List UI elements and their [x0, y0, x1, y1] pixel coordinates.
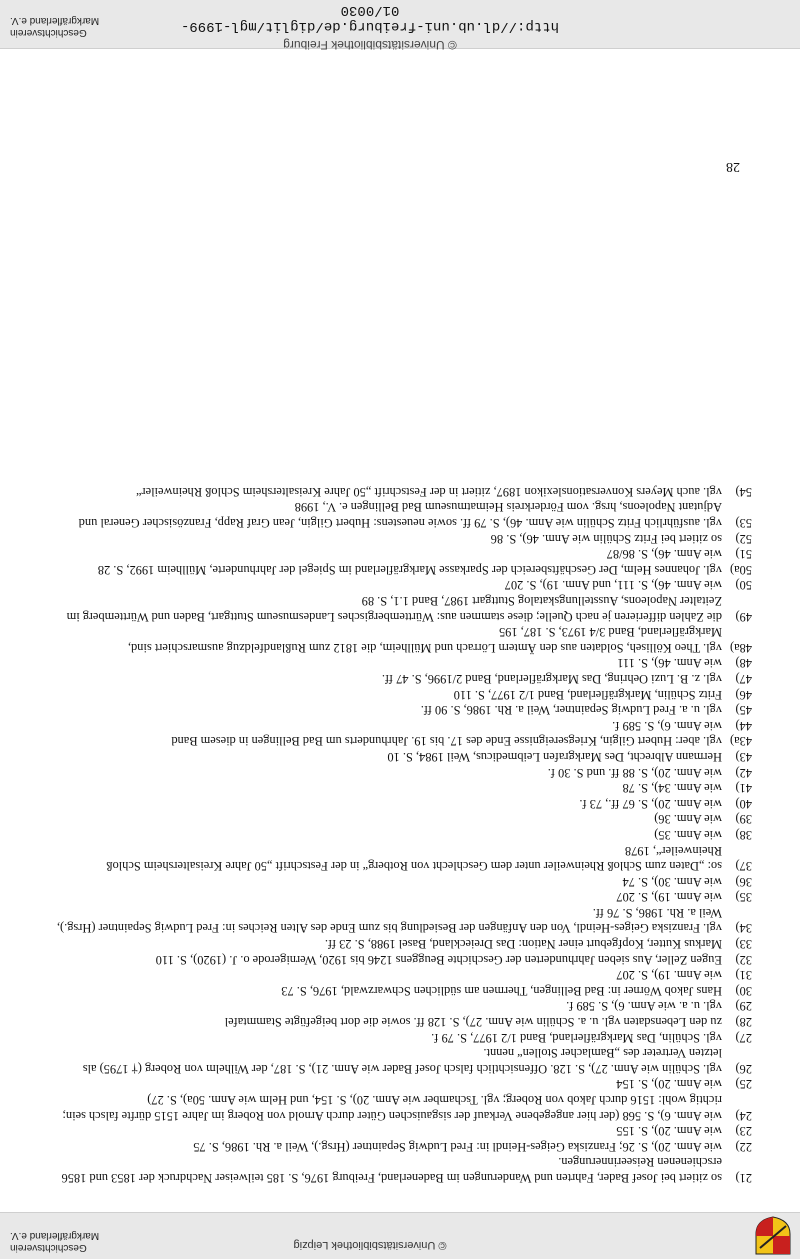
footnote: [47, 530, 752, 546]
footnote: [47, 577, 752, 593]
footnote: [47, 483, 752, 499]
footnote: [47, 795, 752, 811]
footnote: [47, 1076, 752, 1092]
library-credit: © Universitätsbibliothek Leipzig: [293, 1239, 447, 1251]
footnote: [47, 1154, 752, 1185]
footnote-number: 26): [735, 1061, 752, 1076]
footnote-number: 49): [735, 609, 752, 624]
footnote-text: wie Anm. 20), S. 154: [616, 1077, 722, 1092]
footnote-number: 50): [735, 578, 752, 593]
footnote: [47, 592, 752, 623]
footnote-number: 30): [735, 983, 752, 998]
footnote: [47, 748, 752, 764]
footnote-text: vgl. u. a. Fred Ludwig Sepaintner, Weil a. Rh. 1986, S. 90 ff.: [420, 703, 722, 718]
footnote-number: 45): [735, 703, 752, 718]
footnote-text: wie Anm. 20), S. 155: [616, 1124, 722, 1139]
footnote-text: vgl. z. B. Luzi Oehring, Das Markgräflerland, Band 2/1996, S. 47 ff.: [381, 672, 722, 686]
footnote-number: 25): [735, 1077, 752, 1092]
footnote-number: 53): [735, 516, 752, 531]
footnote-text: vgl. Johannes Helm, Der Geschäftsbereich der Sparkasse Markgräflerland im Spiegel der Jahrhunderte, Müllheim 1992, S. 28: [97, 562, 722, 577]
footnote: [47, 1045, 752, 1076]
footnote-text: vgl. auch Meyers Konversationslexikon 1897, zitiert in der Festschrift „50 Jahre Kreisaltersheim Schloß Rheinweiler“: [136, 484, 722, 499]
footnote: [47, 811, 752, 827]
footnote-number: 39): [735, 812, 752, 827]
footnote: [47, 998, 752, 1014]
footnote: [47, 904, 752, 935]
footnote-number: 44): [735, 718, 752, 733]
footnote-number: 22): [735, 1139, 752, 1154]
footnote-text: wie Anm. 19), S. 207: [616, 890, 722, 905]
footnote-number: 27): [735, 1030, 752, 1045]
footnote: [47, 764, 752, 780]
footnote: [47, 624, 752, 655]
footnote-text: wie Anm. 46), S. 111, und Anm. 19), S. 207: [504, 578, 722, 593]
footnote-text: vgl. aber: Hubert Gilgin, Kriegsereignisse Ende des 17. bis 19. Jahrhunderts um Bad Bellingen in diesem Band: [171, 734, 722, 749]
footnote-text: die Zahlen differieren je nach Quelle; diese stammen aus: Württembergisches Landesmuseum Stuttgart, Baden und Württemberg im Zeitalter Napoleons, Ausstellungskatalog Stuttgart 1987, Band 1.1, S. 89: [66, 594, 722, 624]
footnote: [47, 967, 752, 983]
footnote-number: 52): [735, 531, 752, 546]
footnote-text: wie Anm. 20), S. 67 ff., 73 f.: [579, 796, 722, 811]
footnote-text: wie Anm. 20), S. 26; Franziska Geiges-Heindl in: Fred Ludwig Sepaintner (Hrsg.), Weil a. Rh. 1986, S. 75: [193, 1139, 722, 1154]
footnote-number: 36): [735, 874, 752, 889]
footnote-number: 28): [735, 1015, 752, 1030]
footnote: [47, 702, 752, 718]
footnote-number: 33): [735, 937, 752, 952]
footnote-text: Markus Kutter, Kopfgeburt einer Nation: Das Dreieckland, Basel 1988, S. 23 ff.: [324, 937, 722, 952]
footnote: [47, 655, 752, 671]
footnote-text: wie Anm. 46), S. 86/87: [606, 547, 722, 562]
footnote-text: so zitiert bei Josef Bader, Fahrten und Wanderungen im Badenerland, Freiburg 1976, S. 185 teilweiser Nachdruck der 1853 und 1856 erschienenen Reiseerinnerungen.: [61, 1155, 722, 1185]
footnote-text: wie Anm. 46), S. 111: [617, 656, 722, 671]
footnote-text: vgl. Theo Kölliseh, Soldaten aus den Ämtern Lörrach und Müllheim, die 1812 zum Rußlandfeldzug ausmarschiert sind, Markgräflerland, Band 3/4 1973, S. 187, 195: [127, 625, 722, 655]
footnote-number: 48a): [729, 640, 752, 655]
footnote-text: Hermann Albrecht, Des Markgrafen Leibmedicus, Weil 1984, S. 10: [387, 749, 722, 764]
footnote-text: Eugen Zeller, Aus sieben Jahrhunderten der Geschichte Beuggens 1246 bis 1920, Wernigerode o. J. (1920), S. 110: [155, 952, 722, 967]
footnote: [47, 1029, 752, 1045]
footnote-number: 46): [735, 687, 752, 702]
footnote-text: wie Anm. 36): [654, 812, 722, 827]
footnote-number: 54): [735, 484, 752, 499]
footnote: [47, 780, 752, 796]
footnote: [47, 873, 752, 889]
footnote-number: 47): [735, 672, 752, 686]
footnote-number: 29): [735, 999, 752, 1014]
footnote: [47, 686, 752, 702]
footnote-text: Hans Jakob Wörner in: Bad Bellingen, Thermen am südlichen Schwarzwald, 1976, S. 73: [281, 983, 722, 998]
footnote-number: 34): [735, 921, 752, 936]
footnote-number: 38): [735, 827, 752, 842]
footnote-number: 48): [735, 656, 752, 671]
footnote: [47, 889, 752, 905]
footnote: [47, 499, 752, 530]
footnote-number: 31): [735, 968, 752, 983]
footnote-text: so: „Daten zum Schloß Rheinweiler unter dem Geschlecht von Rotberg“ in der Festschrift „50 Jahre Kreisaltersheim Schloß Rheinweiler“, 1978: [106, 843, 722, 874]
footnote-text: vgl. ausführlich Fritz Schülin wie Anm. 46), S. 79 ff. sowie neuestens: Hubert Gilgin, Jean Graf Rapp, Französischer General und Adjutant Napoleons, hrsg. vom Förderkreis Heimatmuseum Bad Bellingen e. V., 1998: [78, 500, 722, 531]
footnote: [47, 936, 752, 952]
footnote-number: 51): [735, 547, 752, 562]
footnote-number: 32): [735, 952, 752, 967]
footnote-text: wie Anm. 6), S. 568 (der hier angegebene Verkauf der sisgauischen Güter durch Arnold von Roberg im Jahre 1515 dürfte falsch sein; richtig wohl: 1516 durch Jakob von Roberg; vgl. Tschamber wie Anm. 20), S. 154, und Helm wie Anm. 50a), S. 27): [62, 1093, 722, 1123]
footnote: [47, 670, 752, 686]
footnote-text: wie Anm. 20), S. 88 ff. und S. 30 f.: [547, 765, 722, 780]
footnote: [47, 546, 752, 562]
footnote-text: wie Anm. 19), S. 207: [616, 968, 722, 983]
footnote-number: 23): [735, 1124, 752, 1139]
footnote-number: 35): [735, 890, 752, 905]
footnote-number: 43a): [729, 734, 752, 749]
footnote-text: vgl. Schülin, Das Markgräflerland, Band 1/2 1977, S. 79 f.: [431, 1030, 722, 1045]
footnote: [47, 951, 752, 967]
footnote: [47, 717, 752, 733]
footnote-text: vgl. u. a. wie Anm. 6), S. 589 f.: [566, 999, 722, 1014]
coat-of-arms-icon: [754, 1216, 792, 1256]
footnote: [47, 826, 752, 842]
footnote: [47, 1123, 752, 1139]
footnote: [47, 1091, 752, 1122]
footnote-text: vgl. Franziska Geiges-Heindl, Von den Anfängen der Besiedlung bis zum Ende des Alten Reiches in: Fred Ludwig Sepaintner (Hrsg.), Weil a. Rh. 1986, S. 76 ff.: [56, 905, 722, 936]
footnote-text: so zitiert bei Fritz Schülin wie Anm. 46), S. 86: [490, 531, 722, 546]
footnote-number: 42): [735, 765, 752, 780]
footnote-text: Fritz Schülin, Markgräflerland, Band 1/2 1977, S. 110: [453, 687, 722, 702]
society-name: Geschichtsverein Markgräflerland e.V.: [10, 1230, 100, 1253]
footnote-text: vgl. Schülin wie Anm. 27), S. 128. Offensichtlich falsch Josef Bader wie Anm. 21), S. 187, der Wilhelm von Roberg († 1795) als letzten Vertreter des „Bamlacher Stollen“ nennt.: [82, 1046, 722, 1076]
footnote-number: 41): [735, 781, 752, 796]
footnote-text: wie Anm. 34), S. 78: [622, 781, 722, 796]
footnote: [47, 561, 752, 577]
page-number: 28: [726, 159, 740, 174]
footnote: [47, 1138, 752, 1154]
document-url-link[interactable]: http://dl.ub.uni-freiburg.de/diglit/mgl-1999-01/0030: [180, 2, 560, 34]
society-name: Geschichtsverein Markgräflerland e.V.: [10, 15, 100, 38]
header-bar: [0, 1212, 800, 1259]
footnote-list: [47, 483, 752, 1185]
footnote-text: wie Anm. 6), S. 589 f.: [612, 718, 722, 733]
footnote-number: 24): [735, 1108, 752, 1123]
footnote-number: 43): [735, 749, 752, 764]
footnote: [47, 1013, 752, 1029]
footnote-text: zu den Lebensdaten vgl. u. a. Schülin wie Anm. 27), S. 128 ff. sowie die dort beigefügte Stammtafel: [224, 1015, 722, 1030]
library-credit: © Universitätsbibliothek Freiburg: [283, 38, 457, 52]
footnote-text: wie Anm. 30), S. 74: [622, 874, 722, 889]
footnote: [47, 842, 752, 873]
footnote-number: 37): [735, 859, 752, 874]
footnote-number: 40): [735, 796, 752, 811]
footnote: [47, 982, 752, 998]
footnote-number: 50a): [729, 562, 752, 577]
footer-bar: [0, 0, 800, 52]
footnote-number: 21): [735, 1171, 752, 1185]
footnote-text: wie Anm. 35): [654, 827, 722, 842]
footnote: [47, 733, 752, 749]
